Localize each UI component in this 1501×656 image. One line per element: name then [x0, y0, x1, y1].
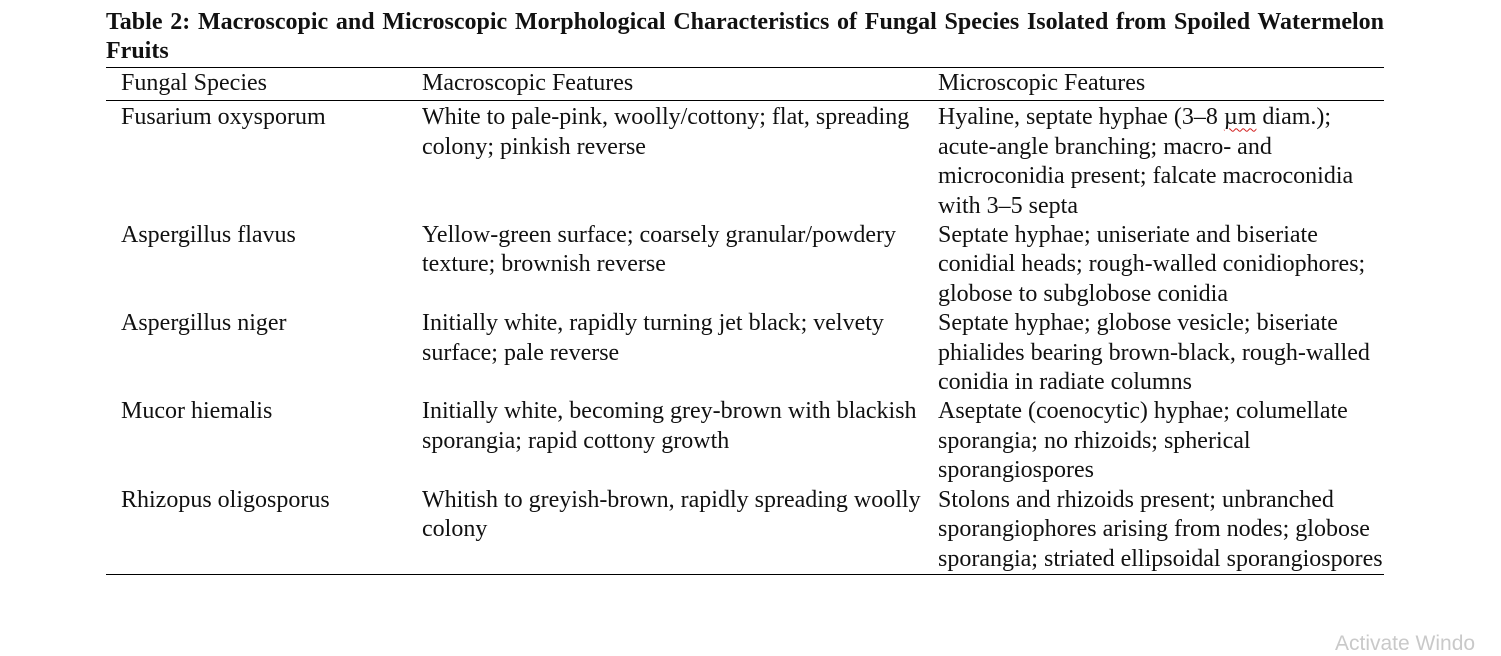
column-header-macroscopic: Macroscopic Features — [407, 68, 923, 101]
species-cell: Aspergillus flavus — [121, 222, 296, 249]
table-header-row — [106, 68, 1384, 101]
spellcheck-flagged-word[interactable]: µm — [1223, 104, 1257, 131]
table-row — [106, 221, 1384, 309]
microscopic-cell: Septate hyphae; uniseriate and biseriate conidial heads; rough-walled conidiophores; globose to subglobose conidia — [938, 222, 1366, 307]
microscopic-cell: Septate hyphae; globose vesicle; biseriate phialides bearing brown-black, rough-walled conidia in radiate columns — [938, 310, 1370, 396]
column-header-microscopic: Microscopic Features — [923, 68, 1384, 101]
microscopic-text: diam.); acute-angle branching; macro- and microconidia present; falcate macroconidia with 3–5 septa — [938, 104, 1354, 219]
document-page — [106, 8, 1384, 575]
activation-watermark: Activate Windo — [1335, 632, 1476, 655]
microscopic-text: Hyaline, septate hyphae (3–8 — [938, 104, 1224, 131]
macroscopic-cell: Whitish to greyish-brown, rapidly spreading woolly colony — [407, 486, 923, 575]
macroscopic-cell: Initially white, rapidly turning jet black; velvety surface; pale reverse — [422, 310, 884, 366]
species-cell: Mucor hiemalis — [121, 398, 273, 425]
table-row — [106, 486, 1384, 575]
table-row — [106, 397, 1384, 485]
column-header-species: Fungal Species — [106, 68, 407, 101]
microscopic-cell — [923, 101, 1384, 221]
microscopic-cell: Aseptate (coenocytic) hyphae; columellate sporangia; no rhizoids; spherical sporangiospores — [938, 398, 1348, 484]
macroscopic-cell: Yellow-green surface; coarsely granular/powdery texture; brownish reverse — [422, 222, 897, 278]
species-cell: Fusarium oxysporum — [121, 104, 326, 131]
species-cell: Aspergillus niger — [121, 310, 287, 337]
species-cell: Rhizopus oligosporus — [106, 486, 407, 575]
macroscopic-cell: Initially white, becoming grey-brown with blackish sporangia; rapid cottony growth — [422, 398, 917, 454]
table-caption: Table 2: Macroscopic and Microscopic Morphological Characteristics of Fungal Species Isolated from Spoiled Watermelon Fruits — [106, 9, 1384, 64]
table-row — [106, 309, 1384, 397]
macroscopic-cell: White to pale-pink, woolly/cottony; flat, spreading colony; pinkish reverse — [422, 104, 910, 160]
microscopic-cell: Stolons and rhizoids present; unbranched sporangiophores arising from nodes; globose sporangia; striated ellipsoidal sporangiospores — [923, 486, 1384, 575]
table-row — [106, 101, 1384, 221]
morphology-table — [106, 67, 1384, 575]
